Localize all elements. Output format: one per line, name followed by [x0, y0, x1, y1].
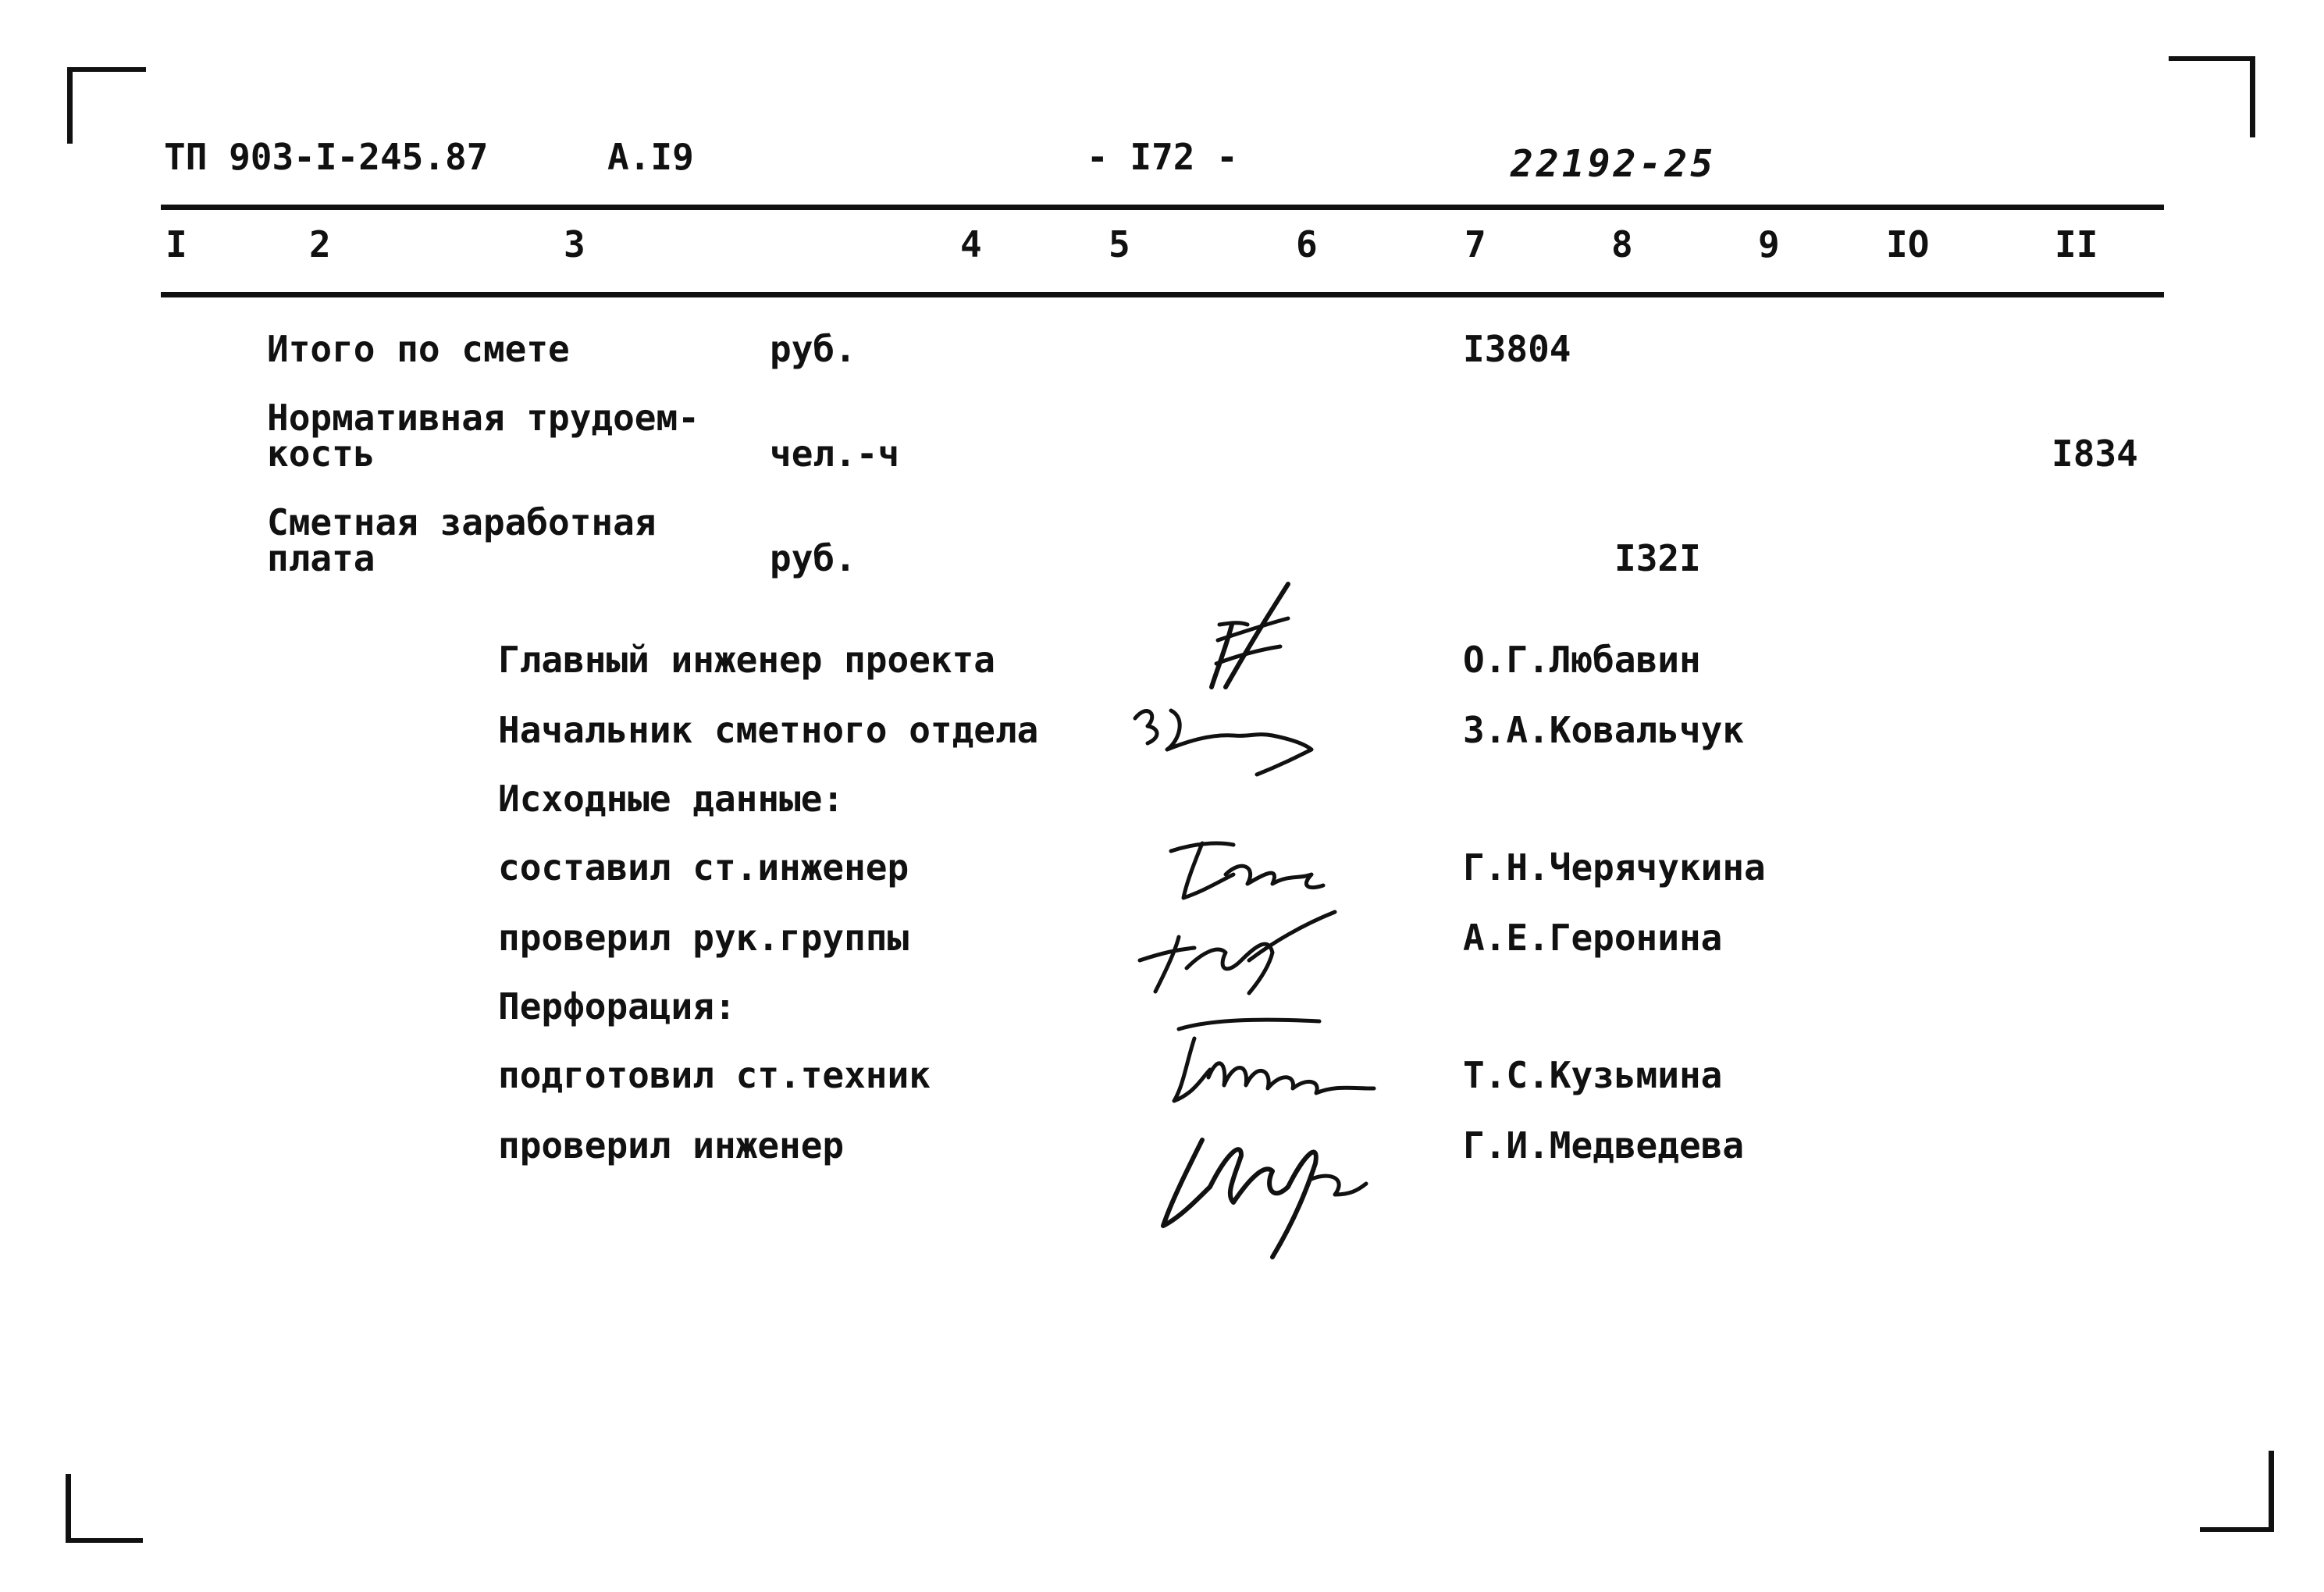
section-heading: Исходные данные:	[498, 778, 845, 820]
summary-item-name: Нормативная трудоем-	[267, 397, 699, 439]
crop-mark-bottom-left	[66, 1474, 143, 1543]
document-code: ТП 903-I-245.87	[164, 136, 489, 178]
crop-mark-top-left	[67, 67, 146, 144]
summary-unit: руб.	[770, 537, 856, 579]
signature-role: подготовил ст.техник	[498, 1054, 931, 1096]
page-number: - I72 -	[1087, 136, 1238, 178]
crop-mark-top-right	[2169, 56, 2255, 137]
section-heading: Перфорация:	[498, 985, 736, 1027]
handwritten-signature-5	[1140, 1007, 1390, 1124]
column-header: IO	[1886, 223, 1930, 265]
handwritten-signature-1	[1171, 578, 1311, 695]
signature-person: А.Е.Геронина	[1463, 917, 1723, 959]
handwritten-signature-4	[1132, 906, 1343, 999]
crop-mark-bottom-right	[2200, 1451, 2274, 1532]
signature-role: Главный инженер проекта	[498, 639, 995, 681]
signature-person: Г.Н.Черячукина	[1463, 846, 1766, 889]
signature-person: О.Г.Любавин	[1463, 639, 1701, 681]
column-header: 7	[1465, 223, 1486, 265]
handwritten-signature-6	[1140, 1109, 1374, 1265]
album-number: А.I9	[607, 136, 694, 178]
table-header-bottom-rule	[161, 292, 2164, 297]
signature-person: З.А.Ковальчук	[1463, 709, 1745, 751]
column-header: 9	[1758, 223, 1780, 265]
signature-role: составил ст.инженер	[498, 846, 909, 889]
column-header: 6	[1296, 223, 1318, 265]
summary-value-col8: I32I	[1614, 537, 1701, 579]
summary-unit: руб.	[770, 328, 856, 370]
summary-value-col11: I834	[2052, 433, 2138, 475]
column-header: 5	[1109, 223, 1130, 265]
column-header: I	[165, 223, 187, 265]
column-header: II	[2055, 223, 2098, 265]
table-top-rule	[161, 205, 2164, 210]
signature-person: Г.И.Медведева	[1463, 1124, 1745, 1166]
handwritten-signature-2	[1124, 687, 1327, 781]
summary-unit: чел.-ч	[770, 433, 900, 475]
summary-value-col7: I3804	[1463, 328, 1571, 370]
stamp-number: 22192-25	[1511, 142, 1717, 186]
signature-role: Начальник сметного отдела	[498, 709, 1039, 751]
signature-role: проверил рук.группы	[498, 917, 909, 959]
summary-item-name: плата	[267, 537, 375, 579]
column-header: 8	[1611, 223, 1633, 265]
column-header: 3	[564, 223, 585, 265]
signature-role: проверил инженер	[498, 1124, 845, 1166]
handwritten-signature-3	[1163, 828, 1335, 914]
summary-item-name: Сметная заработная	[267, 501, 657, 543]
column-header: 2	[309, 223, 331, 265]
column-header: 4	[960, 223, 982, 265]
summary-item-name: кость	[267, 433, 375, 475]
summary-item-name: Итого по смете	[267, 328, 570, 370]
signature-person: Т.С.Кузьмина	[1463, 1054, 1723, 1096]
